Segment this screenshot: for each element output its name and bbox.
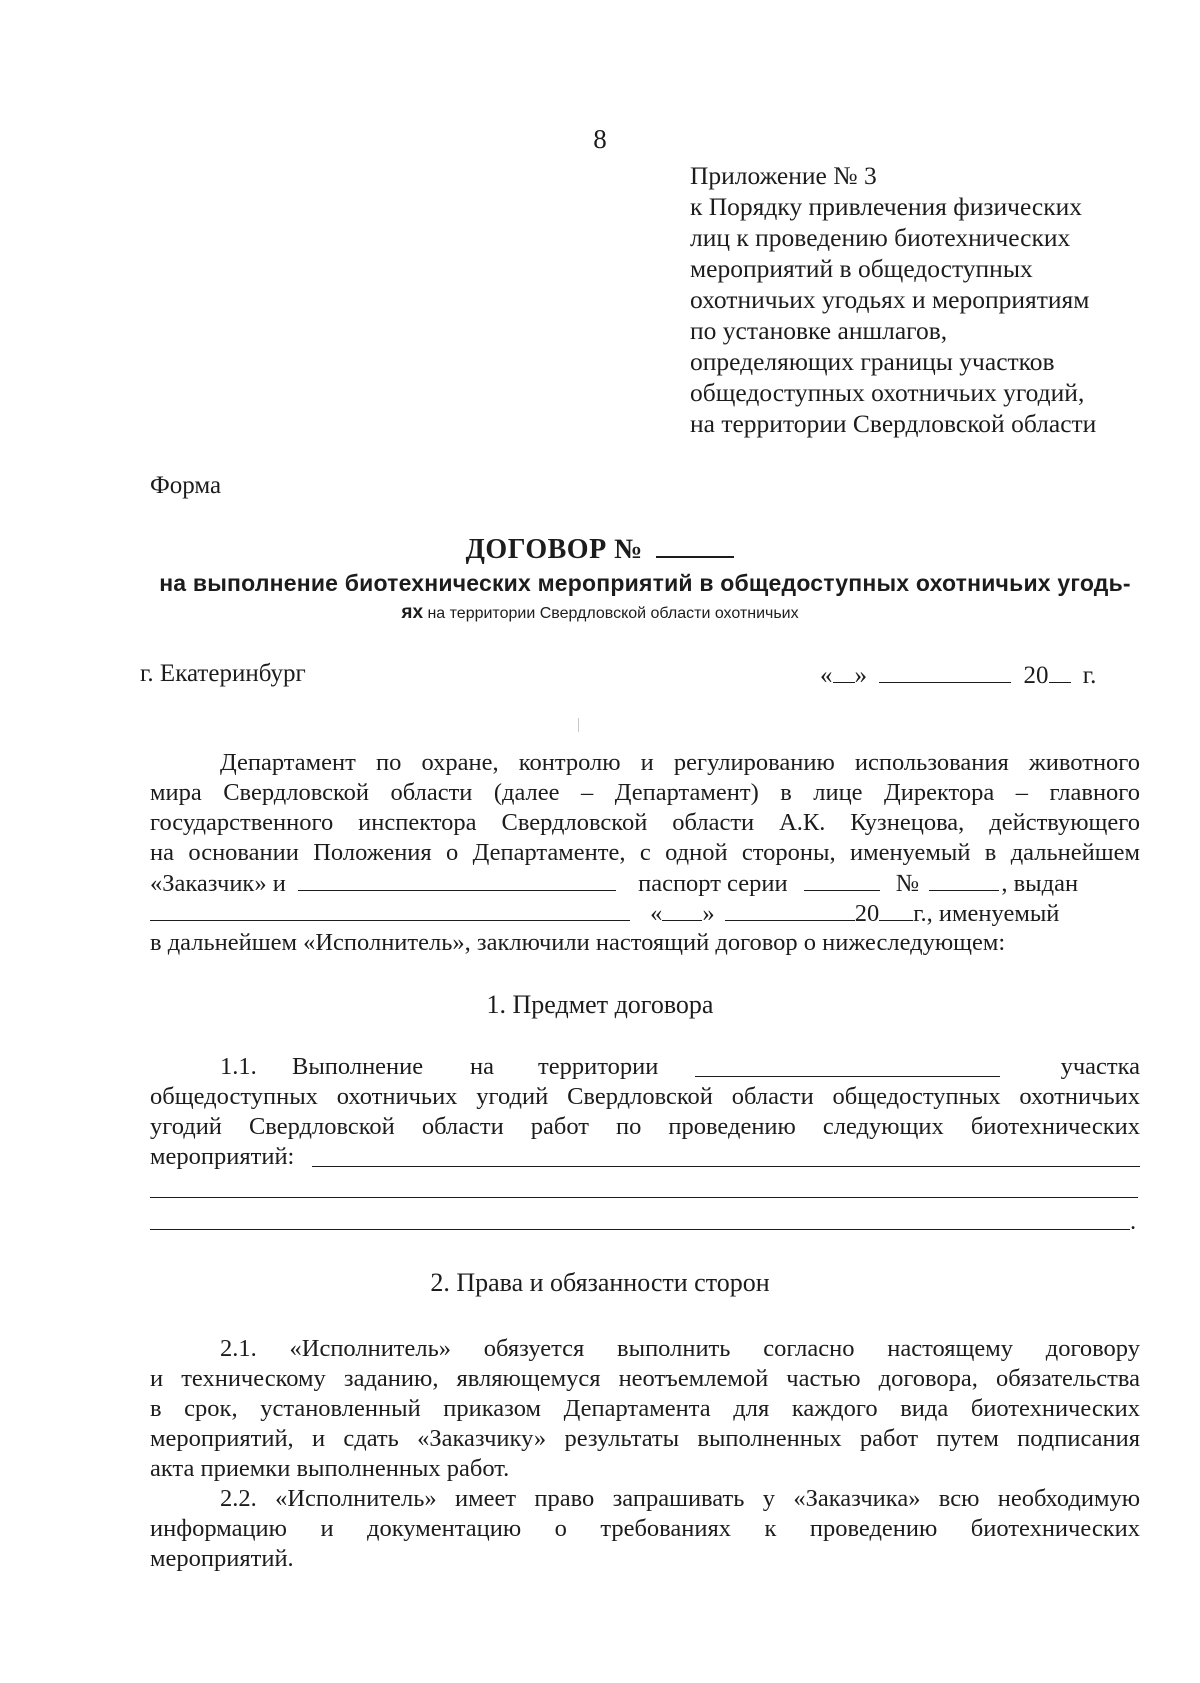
date-field: [820, 660, 1096, 690]
clause-2-1-line: мероприятий, и сдать «Заказчику» результаты выполненных работ путем подписания: [150, 1425, 1140, 1452]
place-of-signing: г. Екатеринбург: [140, 660, 306, 687]
issue-year-prefix: 20: [854, 900, 880, 927]
measures-blank-line: [312, 1166, 1140, 1167]
measures-blank-line: [150, 1197, 1138, 1198]
document-subtitle: на выполнение биотехнических мероприятий в общедоступных охотничьих угодь-: [159, 570, 1131, 596]
clause-2-1-line: акта приемки выполненных работ.: [150, 1455, 510, 1482]
issue-month-blank: [725, 898, 855, 921]
passport-series-label: паспорт серии: [638, 870, 788, 897]
date-quote-close: »: [854, 662, 867, 689]
preamble-line: на основании Положения о Департаменте, с одной стороны, именуемый в дальнейшем: [150, 839, 1140, 866]
issued-by-label: , выдан: [1001, 870, 1079, 897]
document-subtitle-continued: [0, 602, 1200, 624]
preamble-line-fields: [150, 898, 1140, 928]
clause-word: территории: [538, 1053, 659, 1080]
contractor-name-blank: [298, 868, 616, 891]
appendix-line: по установке аншлагов,: [690, 316, 948, 345]
appendix-line: Приложение № 3: [690, 161, 877, 190]
appendix-line: к Порядку привлечения физических: [690, 192, 1083, 221]
year-suffix: г.: [1082, 662, 1097, 689]
clause-number: 1.1.: [220, 1053, 257, 1080]
preamble-line: государственного инспектора Свердловской области А.К. Кузнецова, действующего: [150, 809, 1140, 836]
issue-date-quote-close: »: [702, 900, 715, 927]
named-label: г., именуемый: [913, 900, 1060, 927]
clause-word: участка: [1060, 1053, 1140, 1080]
appendix-line: мероприятий в общедоступных: [690, 254, 1033, 283]
measures-label: мероприятий:: [150, 1143, 295, 1170]
form-label: Форма: [150, 472, 222, 499]
clause-1-1-line: общедоступных охотничьих угодий Свердловской области общедоступных охотничьих: [150, 1083, 1140, 1110]
clause-2-1-line: 2.1. «Исполнитель» обязуется выполнить согласно настоящему договору: [220, 1335, 1140, 1362]
section-2-heading: 2. Права и обязанности сторон: [430, 1268, 770, 1297]
passport-number-label: №: [895, 870, 920, 897]
appendix-line: охотничьих угодьях и мероприятиям: [690, 285, 1090, 314]
measures-end-period: .: [1130, 1208, 1137, 1235]
preamble-line-fields: [150, 868, 1140, 898]
title-text: ДОГОВОР №: [465, 534, 643, 565]
preamble-line: мира Свердловской области (далее – Департамент) в лице Директора – главного: [150, 779, 1140, 806]
clause-1-1-line: [150, 1142, 1140, 1172]
clause-2-1-line: и техническому заданию, являющемуся неотъемлемой частью договора, обязательства: [150, 1365, 1140, 1392]
appendix-header: [690, 160, 1160, 439]
territory-blank: [695, 1054, 1000, 1077]
measures-blank-line: [150, 1229, 1130, 1230]
scan-mark: [578, 718, 579, 732]
date-quote-open: «: [820, 662, 833, 689]
section-1-heading: 1. Предмет договора: [486, 990, 714, 1019]
year-blank: [1049, 660, 1071, 683]
clause-2-2-line: 2.2. «Исполнитель» имеет право запрашивать у «Заказчика» всю необходимую: [220, 1485, 1140, 1512]
day-blank: [833, 660, 855, 683]
appendix-line: лиц к проведению биотехнических: [690, 223, 1071, 252]
page-number: 8: [593, 124, 607, 154]
issue-year-blank: [879, 898, 913, 921]
preamble-line: в дальнейшем «Исполнитель», заключили настоящий договор о нижеследующем:: [150, 929, 1006, 956]
subtitle-word-end: ях: [401, 602, 424, 623]
issue-date-quote-open: «: [650, 900, 663, 927]
passport-series-blank: [804, 868, 880, 891]
appendix-line: общедоступных охотничьих угодий,: [690, 378, 1085, 407]
clause-1-1-line: [150, 1052, 1140, 1082]
clause-2-1-line: в срок, установленный приказом Департамента для каждого вида биотехнических: [150, 1395, 1140, 1422]
appendix-line: на территории Свердловской области: [690, 409, 1097, 438]
clause-1-1-line: угодий Свердловской области работ по проведению следующих биотехнических: [150, 1113, 1140, 1140]
clause-word: на: [470, 1053, 494, 1080]
clause-word: Выполнение: [292, 1053, 424, 1080]
issue-day-blank: [662, 898, 702, 921]
appendix-line: определяющих границы участков: [690, 347, 1055, 376]
issued-by-blank: [150, 898, 630, 921]
subtitle-rest: на территории Свердловской области охотничьих: [427, 605, 799, 622]
year-prefix: 20: [1023, 662, 1049, 689]
clause-2-2-line: информацию и документацию о требованиях к проведению биотехнических: [150, 1515, 1140, 1542]
clause-2-2-line: мероприятий.: [150, 1545, 294, 1572]
contract-number-blank: [656, 536, 734, 558]
month-blank: [879, 660, 1011, 683]
preamble-line: Департамент по охране, контролю и регулированию использования животного: [220, 749, 1140, 776]
customer-label: «Заказчик» и: [150, 870, 286, 897]
passport-number-blank: [929, 868, 999, 891]
document-title: [0, 534, 1200, 566]
